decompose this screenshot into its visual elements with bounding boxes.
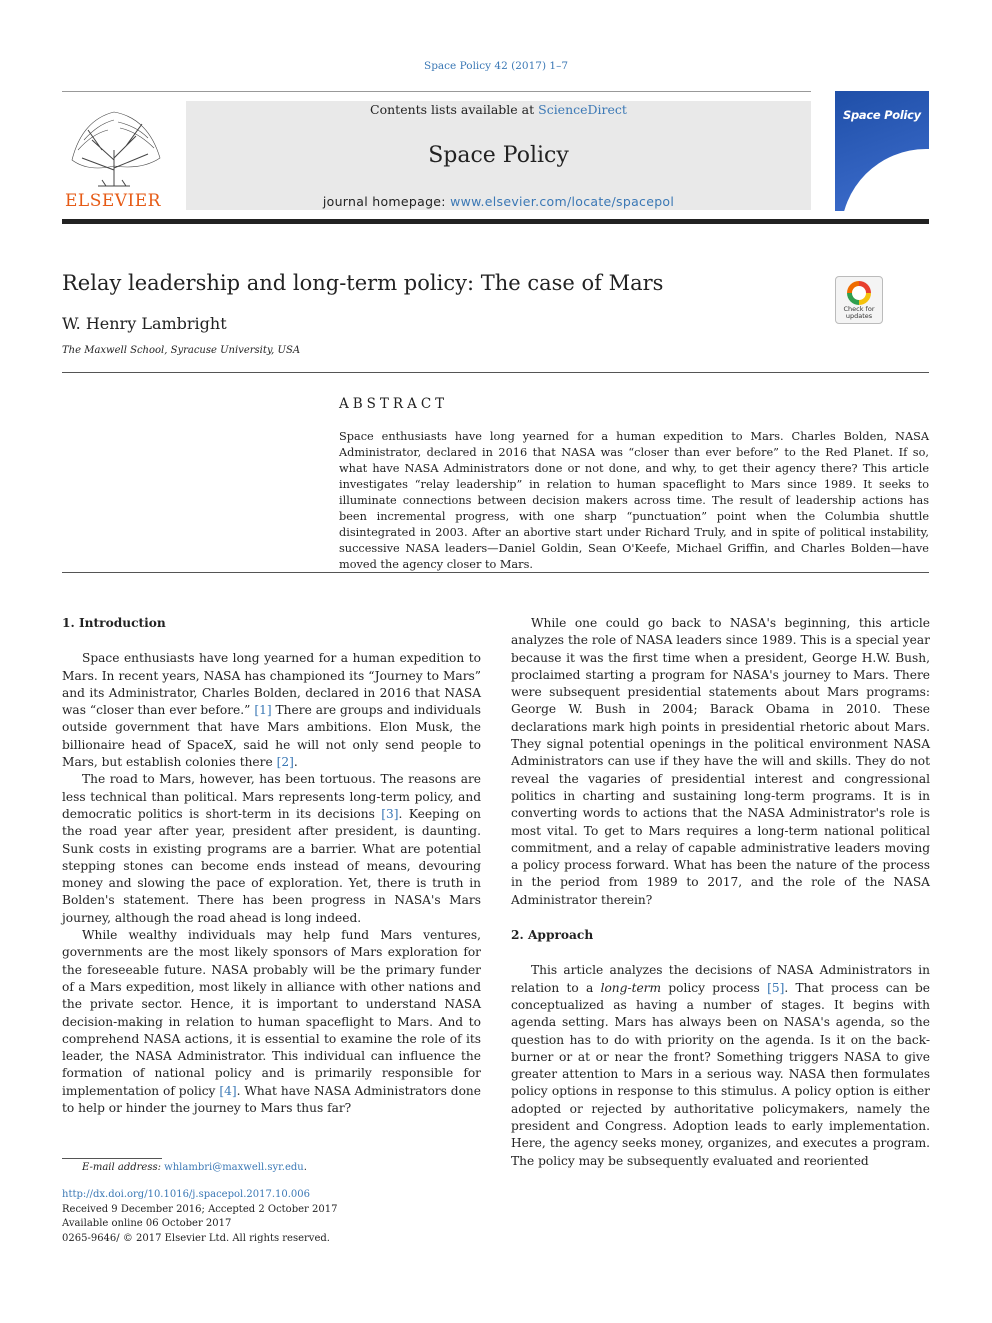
badge-label: Check for updates (843, 305, 875, 320)
journal-title: Space Policy (428, 143, 569, 168)
sciencedirect-link[interactable]: ScienceDirect (538, 102, 627, 117)
body-column-left (62, 615, 481, 1117)
author-name: W. Henry Lambright (62, 314, 227, 333)
copyright: 0265-9646/ © 2017 Elsevier Ltd. All rights reserved. (62, 1232, 330, 1244)
text: While wealthy individuals may help fund Mars ventures, governments are the most likely sponsors of Mars exploration for the foreseeable future. NASA probably will be the primary funder of a Mars expedition, most likely in alliance with other nations and the private sector. Hence, it is important to understand NASA decision-making in relation to human spaceflight to Mars. And to comprehend NASA actions, it is essential to examine the role of its leader, the NASA Administrator. This individual can influence the formation of national policy and is primarily responsible for implementation of policy (62, 928, 481, 1098)
citation-link[interactable]: [2] (276, 755, 294, 770)
text: . Keeping on the road year after year, president after president, is daunting. Sunk costs in existing programs are a barrier. What are potential stepping stones can become ends instead of means, devouring money and slowing the pace of exploration. Yet, there is truth in Bolden's statement. There has been progress in NASA's Mars journey, although the road ahead is long indeed. (62, 806, 481, 925)
email-label: E-mail address: (82, 1162, 165, 1173)
paragraph (62, 650, 481, 771)
text: This article analyzes the decisions of NASA Administrators in relation to a (511, 963, 930, 995)
received-dates: Received 9 December 2016; Accepted 2 October 2017 (62, 1203, 338, 1215)
text: There are groups and individuals outside government that have Mars ambitions. Elon Musk, the billionaire head of SpaceX, said he will not only send people to Mars, but establish colonies there (62, 703, 481, 770)
section-heading-approach: 2. Approach (511, 928, 594, 943)
paragraph (62, 927, 481, 1117)
text: . (293, 755, 298, 770)
citation-link[interactable]: [5] (767, 980, 785, 995)
abstract-heading: ABSTRACT (339, 396, 449, 412)
text: . What have NASA Administrators done to help or hinder the journey to Mars thus far? (62, 1083, 481, 1116)
cover-graphic (841, 149, 929, 211)
journal-reference[interactable]: Space Policy 42 (2017) 1–7 (424, 60, 568, 72)
body-column-right (511, 615, 930, 1170)
paragraph (511, 962, 930, 1170)
publisher-wordmark: ELSEVIER (65, 191, 161, 211)
text: Space enthusiasts have long yearned for a human expedition to Mars. In recent years, NASA has championed its “Journey to Mars” and its Administrator, Charles Bolden, declared in 2016 that NASA was “closer than ever before.” (62, 651, 481, 718)
text: policy process (661, 980, 768, 995)
contents-prefix: Contents lists available at (370, 102, 539, 117)
cover-title: Space Policy (843, 108, 921, 122)
check-for-updates-badge[interactable] (835, 276, 883, 324)
author-affiliation: The Maxwell School, Syracuse University, USA (62, 345, 301, 356)
text: . That process can be conceptualized as having a number of stages. It begins with agenda setting. Mars has always been on NASA's agenda, so the question has to do with priority on the agenda. Is it on the back-burner or at or near the front? Something triggers NASA to give greater attention to Mars in a serious way. NASA then formulates policy options in response to this stimulus. A policy option is either adopted or rejected by authoritative policymakers, namely the president and Congress. Adoption leads to early implementation. Here, the agency seeks money, organizes, and executes a program. The policy may be subsequently evaluated and reoriented (511, 980, 931, 1168)
crossmark-icon-center (852, 286, 866, 300)
paragraph: While one could go back to NASA's beginning, this article analyzes the role of NASA leaders since 1989. This is a special year because it was the first time when a president, George H.W. Bush, proclaimed starting a program for NASA's journey to Mars. There were subsequent presidential statements about Mars programs: George W. Bush in 2004; Barack Obama in 2010. These declarations mark high points in presidential rhetoric about Mars. They signal potential openings in the political environment NASA Administrators can use if they have the will and skills. They do not reveal the vagaries of presidential interest and congressional politics in charting and sustaining long-term programs. It is in converting words to actions that the NASA Administrator's role is most vital. To get to Mars requires a long-term national political commitment, and a relay of capable administrative leaders moving a policy process forward. What has been the nature of the process in the period from 1989 to 2017, and the role of the NASA Administrator therein? (511, 616, 930, 907)
header-divider (62, 91, 811, 92)
divider (62, 372, 929, 373)
citation-link[interactable]: [4] (219, 1083, 237, 1098)
online-date: Available online 06 October 2017 (62, 1218, 232, 1229)
text: The road to Mars, however, has been tortuous. The reasons are less technical than political. Mars represents long-term policy, and democratic politics is short-term in its decisions (62, 772, 481, 821)
header-thick-divider (62, 219, 929, 224)
paragraph (62, 771, 481, 927)
journal-cover-thumbnail[interactable] (835, 91, 929, 211)
emphasis: long-term (600, 980, 662, 995)
homepage-prefix: journal homepage: (322, 194, 451, 209)
article-title: Relay leadership and long-term policy: The case of Mars (62, 271, 664, 295)
text: . (303, 1162, 307, 1173)
journal-homepage (186, 194, 811, 209)
footnote-divider (62, 1158, 162, 1159)
contents-availability (186, 102, 811, 117)
doi-link[interactable]: http://dx.doi.org/10.1016/j.spacepol.2017.10.006 (62, 1189, 311, 1200)
publication-info (62, 1188, 337, 1246)
homepage-link[interactable]: www.elsevier.com/locate/spacepol (450, 194, 675, 209)
section-heading-introduction: 1. Introduction (62, 616, 166, 630)
email-link[interactable]: whlambri@maxwell.syr.edu (164, 1162, 304, 1173)
citation-link[interactable]: [1] (254, 703, 272, 718)
abstract-text: Space enthusiasts have long yearned for a human expedition to Mars. Charles Bolden, NASA Administrator, declared in 2016 that NASA was “closer than ever before” to the Red Planet. If so, what have NASA Administrators done or not done, and why, to get their agency there? This article investigates “relay leadership” in relation to human spaceflight to Mars since 1989. It seeks to illuminate connections between decision makers across time. The result of leadership actions has been incremental progress, with one sharp “punctuation” point when the Columbia shuttle disintegrated in 2003. After an abortive start under Richard Truly, and in spite of political instability, successive NASA leaders—Daniel Goldin, Sean O'Keefe, Michael Griffin, and Charles Bolden—have moved the agency closer to Mars. (339, 430, 929, 571)
citation-link[interactable]: [3] (381, 806, 399, 821)
journal-masthead (186, 101, 811, 210)
divider (62, 572, 929, 573)
author-email-footnote (62, 1161, 307, 1175)
